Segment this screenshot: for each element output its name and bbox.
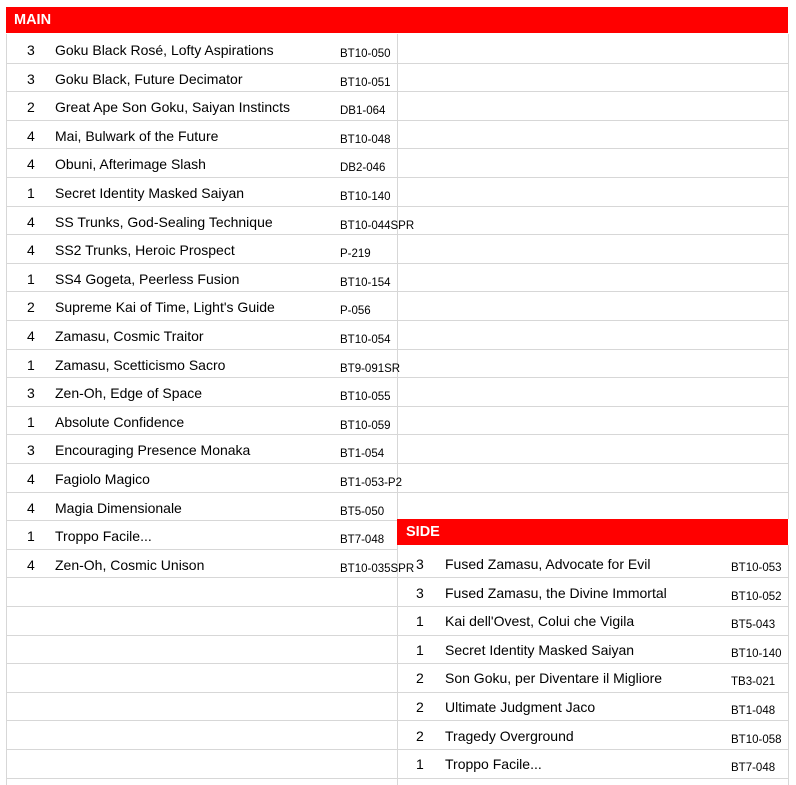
side-deck-title: SIDE [406,524,440,540]
grid-column-line [788,34,789,519]
card-name: Goku Black, Future Decimator [55,70,243,87]
card-code: BT10-055 [340,391,391,404]
card-name: Ultimate Judgment Jaco [445,699,596,715]
card-quantity: 3 [416,584,424,601]
card-name: Zamasu, Scetticismo Sacro [55,356,226,373]
card-name: Zamasu, Cosmic Traitor [55,328,204,344]
card-quantity: 1 [27,528,35,545]
card-code: BT10-050 [340,48,391,60]
grid-row-line [6,549,397,550]
card-quantity: 4 [27,156,35,173]
card-name: Supreme Kai of Time, Light's Guide [55,299,275,316]
card-code: BT10-054 [340,334,391,346]
card-code: BT5-043 [731,619,776,632]
card-code: BT10-053 [731,562,782,574]
card-code: BT10-035SPR [340,562,415,575]
card-name: Fagiolo Magico [55,471,150,487]
card-name: Obuni, Afterimage Slash [55,156,206,173]
card-quantity: 4 [27,242,35,259]
card-quantity: 2 [27,99,35,116]
card-name: SS Trunks, God-Sealing Technique [55,213,273,230]
card-code: BT10-058 [731,733,782,746]
card-quantity: 4 [27,556,35,573]
card-name: Zen-Oh, Cosmic Unison [55,556,205,573]
card-name: Kai dell'Ovest, Colui che Vigila [445,613,635,630]
card-code: BT7-048 [731,762,776,775]
card-code: BT10-044SPR [340,219,415,232]
card-quantity: 3 [416,556,424,572]
card-quantity: 4 [27,471,35,487]
card-name: Troppo Facile... [445,756,542,773]
card-name: Fused Zamasu, the Divine Immortal [445,584,667,601]
card-name: Zen-Oh, Edge of Space [55,385,203,402]
card-code: BT7-048 [340,534,385,547]
card-quantity: 1 [27,356,35,373]
card-code: BT1-048 [731,705,776,717]
card-code: DB1-064 [340,105,386,118]
card-quantity: 3 [27,70,35,87]
grid-column-line [6,34,7,785]
card-name: Son Goku, per Diventare il Migliore [445,670,663,687]
card-quantity: 2 [416,727,424,744]
card-name: Mai, Bulwark of the Future [55,127,219,144]
card-name: Great Ape Son Goku, Saiyan Instincts [55,99,291,116]
side-deck-header [397,519,788,545]
main-deck-header [6,7,788,33]
card-quantity: 1 [27,185,35,201]
card-code: BT10-140 [340,191,391,203]
card-name: Tragedy Overground [445,727,574,744]
card-quantity: 1 [27,270,35,287]
card-quantity: 2 [27,299,35,316]
card-quantity: 3 [27,385,35,402]
card-name: SS4 Gogeta, Peerless Fusion [55,270,240,287]
card-code: TB3-021 [731,676,776,689]
card-name: SS2 Trunks, Heroic Prospect [55,242,235,259]
card-code: BT1-053-P2 [340,477,403,489]
card-name: Absolute Confidence [55,413,185,430]
grid-column-line [788,545,789,785]
card-name: Secret Identity Masked Saiyan [55,185,245,201]
card-quantity: 3 [27,442,35,459]
card-code: BT10-052 [731,590,782,603]
card-quantity: 1 [416,641,424,658]
card-quantity: 2 [416,670,424,687]
card-quantity: 2 [416,699,424,715]
card-quantity: 4 [27,328,35,344]
card-quantity: 3 [27,42,35,58]
card-name: Secret Identity Masked Saiyan [445,641,635,658]
card-name: Encouraging Presence Monaka [55,442,251,459]
card-quantity: 4 [27,499,35,516]
card-name: Magia Dimensionale [55,499,182,516]
card-code: P-219 [340,248,371,261]
card-code: BT10-059 [340,419,391,432]
card-code: BT9-091SR [340,362,401,375]
card-code: BT1-054 [340,448,385,461]
card-code: BT10-051 [340,76,391,89]
card-code: P-056 [340,305,371,318]
main-deck-title: MAIN [14,12,52,28]
card-name: Fused Zamasu, Advocate for Evil [445,556,651,572]
card-code: DB2-046 [340,162,386,175]
card-code: BT10-154 [340,276,391,289]
card-quantity: 1 [416,613,424,630]
grid-column-line [397,34,398,785]
card-quantity: 1 [27,413,35,430]
card-quantity: 4 [27,127,35,144]
card-quantity: 1 [416,756,424,773]
card-name: Troppo Facile... [55,528,152,545]
card-code: BT10-048 [340,133,391,146]
card-name: Goku Black Rosé, Lofty Aspirations [55,42,274,58]
card-code: BT5-050 [340,505,385,518]
card-code: BT10-140 [731,647,782,660]
card-quantity: 4 [27,213,35,230]
